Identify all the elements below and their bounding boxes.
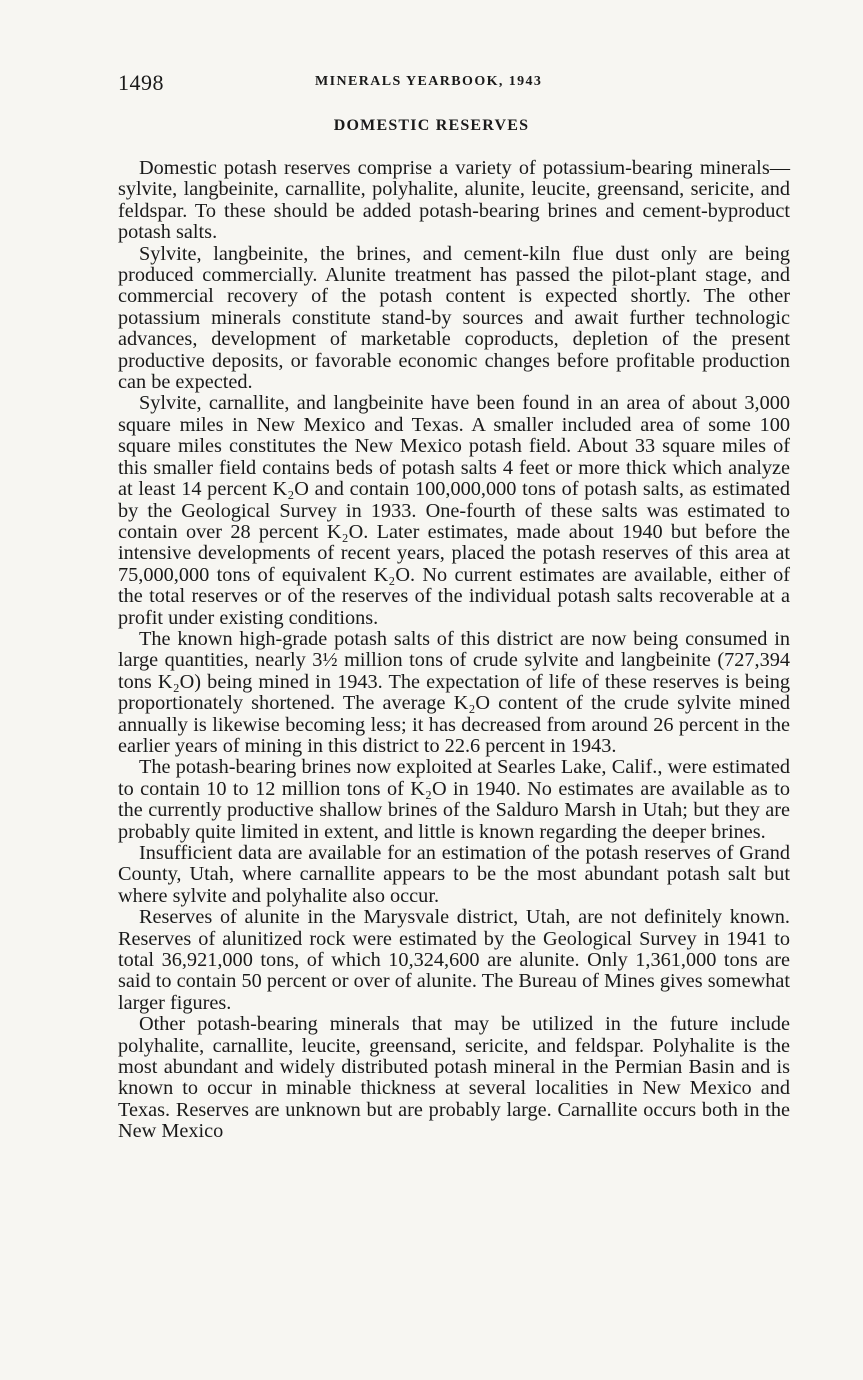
paragraph: The known high-grade potash salts of this district are now being consumed in large quantities, nearly 3½ million tons of crude sylvite and langbeinite (727,394 tons K₂O) being mined in 1943. The expectation of life of these reserves is being proportionately shortened. The average K₂O content of the crude sylvite mined annually is likewise becoming less; it has decreased from around 26 percent in the earlier years of mining in this district to 22.6 percent in 1943. [118, 627, 790, 757]
journal-title: MINERALS YEARBOOK, 1943 [315, 74, 543, 89]
paragraph: Domestic potash reserves comprise a variety of potassium-bearing minerals—sylvite, langbeinite, carnallite, polyhalite, alunite, leucite, greensand, sericite, and feldspar. To these should be added potash-bearing brines and cement-byproduct potash salts. [118, 157, 790, 244]
running-head [118, 70, 790, 96]
section-title: DOMESTIC RESERVES [333, 117, 530, 134]
paragraph: Sylvite, langbeinite, the brines, and cement-kiln flue dust only are being produced commercially. Alunite treatment has passed the pilot-plant stage, and commercial recovery of the potash content is expected shortly. The other potassium minerals constitute stand-by sources and await further technologic advances, development of marketable coproducts, depletion of the present productive deposits, or favorable economic changes before profitable production can be expected. [118, 242, 790, 394]
page-number: 1498 [118, 70, 164, 95]
paragraph: Reserves of alunite in the Marysvale district, Utah, are not definitely known. Reserves of alunitized rock were estimated by the Geological Survey in 1941 to total 36,921,000 tons, of which 10,324,600 are alunite. Only 1,361,000 tons are said to contain 50 percent or over of alunite. The Bureau of Mines gives somewhat larger figures. [118, 906, 790, 1014]
paragraph: Sylvite, carnallite, and langbeinite have been found in an area of about 3,000 square miles in New Mexico and Texas. A smaller included area of some 100 square miles constitutes the New Mexico potash field. About 33 square miles of this smaller field contains beds of potash salts 4 feet or more thick which analyze at least 14 percent K₂O and contain 100,000,000 tons of potash salts, as estimated by the Geological Survey in 1933. One-fourth of these salts was estimated to contain over 28 percent K₂O. Later estimates, made about 1940 but before the intensive developments of recent years, placed the potash reserves of this area at 75,000,000 tons of equivalent K₂O. No current estimates are available, either of the total reserves or of the reserves of the individual potash salts recoverable at a profit under existing conditions. [118, 392, 790, 629]
paragraph: The potash-bearing brines now exploited at Searles Lake, Calif., were estimated to contain 10 to 12 million tons of K₂O in 1940. No estimates are available as to the currently productive shallow brines of the Salduro Marsh in Utah; but they are probably quite limited in extent, and little is known regarding the deeper brines. [118, 756, 790, 843]
body-text [118, 158, 790, 1143]
paragraph: Insufficient data are available for an estimation of the potash reserves of Grand County, Utah, where carnallite appears to be the most abundant potash salt but where sylvite and polyhalite also occur. [118, 842, 790, 907]
paragraph: Other potash-bearing minerals that may be utilized in the future include polyhalite, carnallite, leucite, greensand, sericite, and feldspar. Polyhalite is the most abundant and widely distributed potash mineral in the Permian Basin and is known to occur in minable thickness at several localities in New Mexico and Texas. Reserves are unknown but are probably large. Carnallite occurs both in the New Mexico [118, 1013, 790, 1143]
